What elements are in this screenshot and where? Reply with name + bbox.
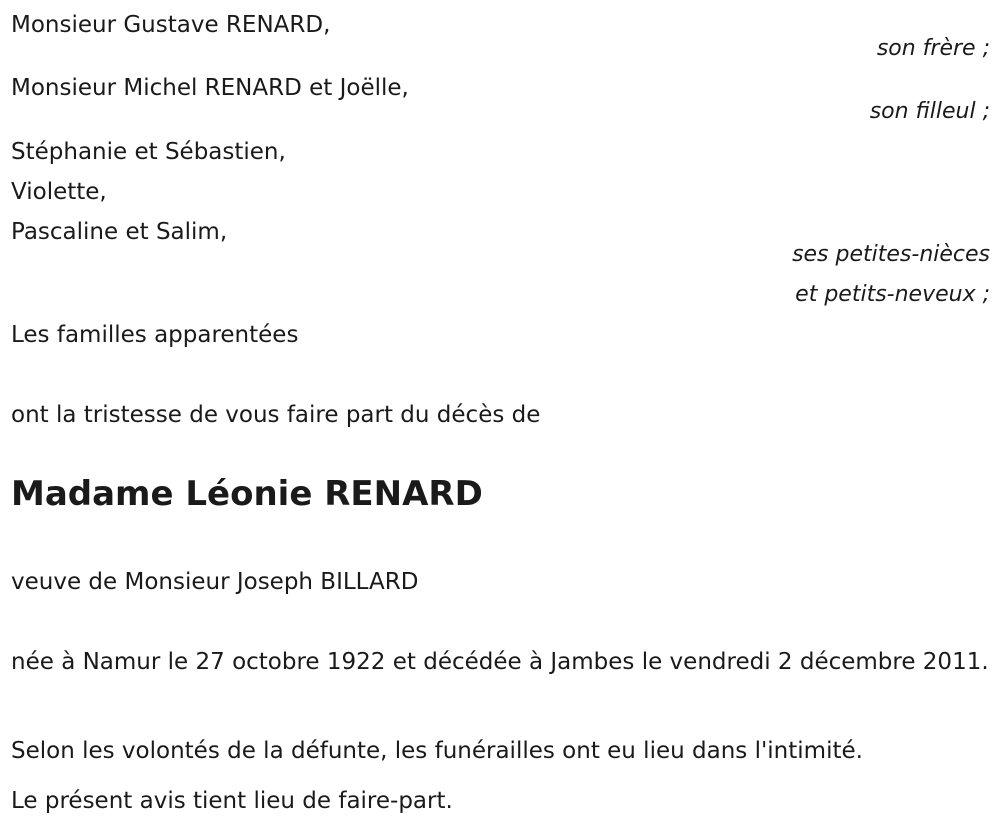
family-grandchild-3: Pascaline et Salim, bbox=[11, 219, 228, 245]
family-grandchildren-relation-1: ses petites-nièces bbox=[792, 242, 990, 267]
family-grandchildren-relation-2: et petits-neveux ; bbox=[795, 282, 990, 307]
family-brother-relation: son frère ; bbox=[876, 36, 990, 61]
deceased-name: Madame Léonie RENARD bbox=[11, 474, 483, 514]
family-relatives: Les familles apparentées bbox=[11, 322, 299, 348]
notice-text: Le présent avis tient lieu de faire-part. bbox=[11, 788, 453, 814]
family-godson-name: Monsieur Michel RENARD et Joëlle, bbox=[11, 75, 409, 101]
funeral-details: Selon les volontés de la défunte, les funérailles ont eu lieu dans l'intimité. bbox=[11, 738, 863, 764]
family-godson-relation: son filleul ; bbox=[869, 99, 990, 124]
announcement-text: ont la tristesse de vous faire part du décès de bbox=[11, 402, 541, 428]
family-grandchild-1: Stéphanie et Sébastien, bbox=[11, 139, 286, 165]
birth-death-details: née à Namur le 27 octobre 1922 et décédée à Jambes le vendredi 2 décembre 2011. bbox=[11, 649, 989, 675]
family-brother-name: Monsieur Gustave RENARD, bbox=[11, 12, 331, 38]
deceased-widow-of: veuve de Monsieur Joseph BILLARD bbox=[11, 569, 419, 595]
family-grandchild-2: Violette, bbox=[11, 179, 107, 205]
